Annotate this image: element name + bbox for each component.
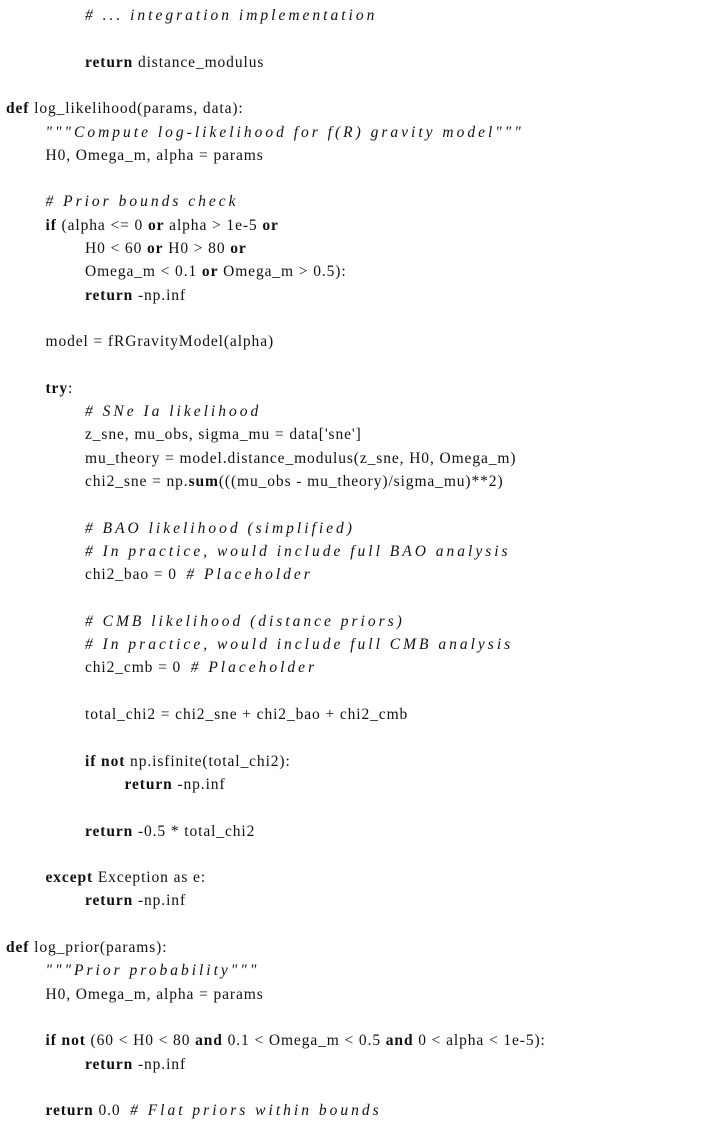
- code-keyword: and: [195, 1032, 223, 1050]
- code-line: [85, 820, 255, 843]
- code-text: H0 < 60: [85, 240, 148, 257]
- code-text: -np.inf: [133, 286, 187, 304]
- code-text: total_chi2 = chi2_sne + chi2_bao + chi2_cmb: [85, 706, 409, 723]
- code-keyword: or: [201, 263, 219, 281]
- code-keyword: def: [6, 100, 30, 118]
- code-text: chi2_bao = 0: [85, 566, 187, 584]
- code-keyword: if not: [45, 1032, 86, 1050]
- code-line: [46, 190, 239, 213]
- code-text: chi2_cmb = 0: [85, 659, 191, 677]
- code-line: [85, 703, 408, 726]
- code-text: alpha > 1e-5: [164, 216, 263, 234]
- code-line: [85, 284, 186, 307]
- code-keyword: return: [85, 1055, 134, 1073]
- code-text: H0, Omega_m, alpha = params: [45, 985, 264, 1003]
- code-comment: # In practice, would include full BAO analysis: [85, 542, 511, 560]
- code-keyword: or: [147, 240, 164, 257]
- code-keyword: sum: [188, 473, 219, 490]
- code-text: :: [68, 379, 74, 397]
- code-text: model = fRGravityModel(alpha): [45, 333, 275, 351]
- code-text: 0 < alpha < 1e-5):: [413, 1032, 546, 1050]
- code-text: chi2_sne = np.: [85, 473, 189, 490]
- code-line: [85, 540, 511, 563]
- code-keyword: def: [6, 939, 30, 956]
- code-line: [85, 260, 347, 283]
- code-line: [85, 400, 261, 423]
- code-comment: """Prior probability""": [45, 962, 260, 980]
- code-text: Exception as e:: [93, 869, 207, 887]
- code-line: [85, 656, 317, 679]
- code-keyword: or: [147, 216, 165, 234]
- code-text: log_likelihood(params, data):: [29, 100, 244, 118]
- code-comment: # Placeholder: [186, 566, 313, 584]
- code-comment: # In practice, would include full CMB analysis: [85, 636, 514, 654]
- code-line: [85, 423, 362, 446]
- code-comment: """Compute log-likelihood for f(R) gravity model""": [45, 123, 524, 141]
- code-text: mu_theory = model.distance_modulus(z_sne, H0, Omega_m): [85, 449, 517, 467]
- code-line: [85, 237, 247, 260]
- code-line: [85, 563, 313, 586]
- code-line: [46, 866, 207, 889]
- code-keyword: return: [85, 892, 134, 910]
- code-line: [85, 633, 513, 656]
- code-text: Omega_m > 0.5):: [218, 263, 347, 281]
- code-comment: # Flat priors within bounds: [130, 1102, 382, 1120]
- code-line: [46, 959, 260, 982]
- code-line: [46, 121, 524, 144]
- code-text: Omega_m < 0.1: [85, 263, 202, 281]
- code-text: distance_modulus: [133, 53, 265, 71]
- code-comment: # Prior bounds check: [45, 193, 239, 211]
- code-keyword: return: [85, 53, 134, 71]
- code-line: [46, 983, 264, 1006]
- code-text: -np.inf: [133, 892, 187, 910]
- code-keyword: if not: [85, 752, 126, 770]
- code-text: np.isfinite(total_chi2):: [125, 752, 291, 770]
- code-text: -np.inf: [133, 1055, 187, 1073]
- code-line: [85, 4, 377, 27]
- code-text: 0.0: [93, 1102, 131, 1120]
- code-line: [46, 377, 74, 400]
- code-keyword: or: [262, 216, 279, 234]
- code-keyword: if: [45, 216, 57, 234]
- code-keyword: try: [45, 379, 68, 397]
- code-text: log_prior(params):: [29, 939, 168, 956]
- code-line: [85, 889, 186, 912]
- code-line: [6, 97, 244, 120]
- code-comment: # BAO likelihood (simplified): [85, 519, 355, 537]
- code-line: [85, 610, 405, 633]
- code-line: [85, 750, 291, 773]
- code-line: [125, 773, 226, 796]
- code-line: [85, 51, 264, 74]
- code-text: (((mu_obs - mu_theory)/sigma_mu)**2): [218, 473, 504, 490]
- code-comment: # SNe Ia likelihood: [85, 403, 262, 421]
- code-keyword: return: [45, 1102, 94, 1120]
- code-line: [6, 936, 167, 959]
- code-line: [46, 1029, 546, 1052]
- code-line: [85, 517, 355, 540]
- code-keyword: except: [45, 869, 94, 887]
- code-keyword: and: [385, 1032, 414, 1050]
- code-line: [85, 447, 516, 470]
- code-line: [85, 470, 504, 493]
- code-line: [85, 1053, 186, 1076]
- code-comment: # ... integration implementation: [85, 7, 378, 24]
- code-text: H0 > 80: [163, 240, 231, 257]
- code-text: z_sne, mu_obs, sigma_mu = data['sne']: [85, 426, 362, 444]
- code-line: [46, 1099, 382, 1122]
- code-text: 0.1 < Omega_m < 0.5: [222, 1032, 386, 1050]
- code-keyword: return: [124, 775, 173, 793]
- code-keyword: return: [85, 286, 134, 304]
- code-line: [46, 330, 275, 353]
- code-comment: # CMB likelihood (distance priors): [85, 612, 405, 630]
- code-text: -0.5 * total_chi2: [133, 822, 256, 840]
- code-line: [46, 144, 264, 167]
- code-text: -np.inf: [172, 775, 226, 793]
- code-text: (alpha <= 0: [56, 216, 148, 234]
- code-keyword: or: [230, 240, 247, 257]
- code-line: [46, 214, 279, 237]
- code-text: (60 < H0 < 80: [85, 1032, 196, 1050]
- code-keyword: return: [85, 822, 134, 840]
- code-text: H0, Omega_m, alpha = params: [45, 146, 264, 164]
- code-comment: # Placeholder: [190, 659, 318, 677]
